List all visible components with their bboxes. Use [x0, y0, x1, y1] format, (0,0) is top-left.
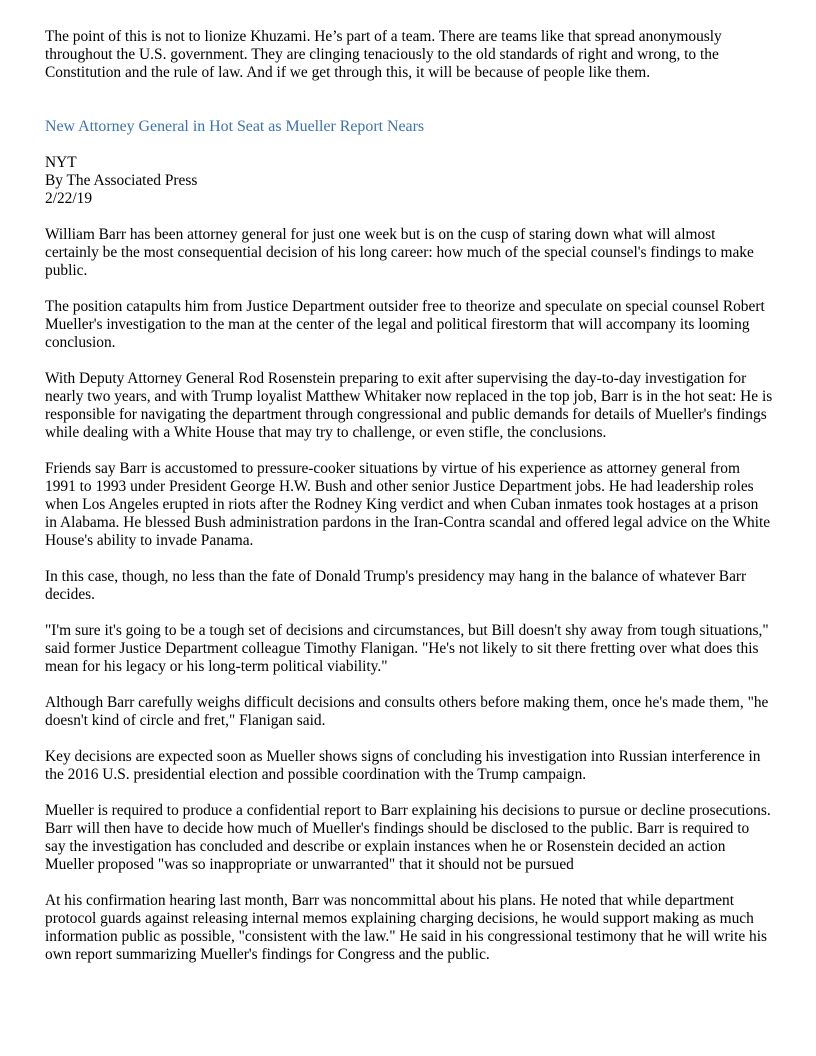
article-paragraph: The position catapults him from Justice Department outsider free to theorize and speculate on special counsel Robert Mueller's investigation to the man at the center of the legal and political firestorm that will accompany its looming conclusion. — [45, 298, 765, 351]
article-byline: By The Associated Press — [45, 172, 198, 189]
article — [45, 118, 773, 964]
article-paragraph: Although Barr carefully weighs difficult decisions and consults others before making them, once he's made them, "he doesn't kind of circle and fret," Flanigan said. — [45, 694, 769, 729]
article-paragraph: Mueller is required to produce a confidential report to Barr explaining his decisions to pursue or decline prosecutions. Barr will then have to decide how much of Mueller's findings should be disclosed to the public. Barr is required to say the investigation has concluded and describe or explain instances when he or Rosenstein decided an action Mueller proposed "was so inappropriate or unwarranted" that it should not be pursued — [45, 802, 771, 873]
intro-paragraph: The point of this is not to lionize Khuzami. He’s part of a team. There are teams like that spread anonymously throughout the U.S. government. They are clinging tenaciously to the old standards of right and wrong, to the Constitution and the rule of law. And if we get through this, it will be because of people like them. — [45, 28, 722, 81]
document-page — [45, 28, 773, 982]
article-paragraph: William Barr has been attorney general for just one week but is on the cusp of staring down what will almost certainly be the most consequential decision of his long career: how much of the special counsel's findings to make public. — [45, 226, 754, 279]
article-paragraph: "I'm sure it's going to be a tough set of decisions and circumstances, but Bill doesn't shy away from tough situations," said former Justice Department colleague Timothy Flanigan. "He's not likely to sit there fretting over what does this mean for his legacy or his long-term political viability." — [45, 622, 769, 675]
article-paragraph: At his confirmation hearing last month, Barr was noncommittal about his plans. He noted that while department protocol guards against releasing internal memos explaining charging decisions, he would support making as much information public as possible, "consistent with the law." He said in his congressional testimony that he will write his own report summarizing Mueller's findings for Congress and the public. — [45, 892, 767, 963]
article-paragraph: Key decisions are expected soon as Mueller shows signs of concluding his investigation into Russian interference in the 2016 U.S. presidential election and possible coordination with the Trump campaign. — [45, 748, 761, 783]
article-source: NYT — [45, 154, 77, 171]
article-paragraph: With Deputy Attorney General Rod Rosenstein preparing to exit after supervising the day-to-day investigation for nearly two years, and with Trump loyalist Matthew Whitaker now replaced in the top job, Barr is in the hot seat: He is responsible for navigating the department through congressional and public demands for details of Mueller's findings while dealing with a White House that may try to challenge, or even stifle, the conclusions. — [45, 370, 773, 441]
article-paragraph: In this case, though, no less than the fate of Donald Trump's presidency may hang in the balance of whatever Barr decides. — [45, 568, 747, 603]
article-date: 2/22/19 — [45, 190, 93, 207]
article-meta — [45, 154, 773, 208]
article-paragraph: Friends say Barr is accustomed to pressure-cooker situations by virtue of his experience as attorney general from 1991 to 1993 under President George H.W. Bush and other senior Justice Department jobs. He had leadership roles when Los Angeles erupted in riots after the Rodney King verdict and when Cuban inmates took hostages at a prison in Alabama. He blessed Bush administration pardons in the Iran-Contra scandal and offered legal advice on the White House's ability to invade Panama. — [45, 460, 771, 549]
article-headline-link[interactable]: New Attorney General in Hot Seat as Mueller Report Nears — [45, 118, 425, 135]
